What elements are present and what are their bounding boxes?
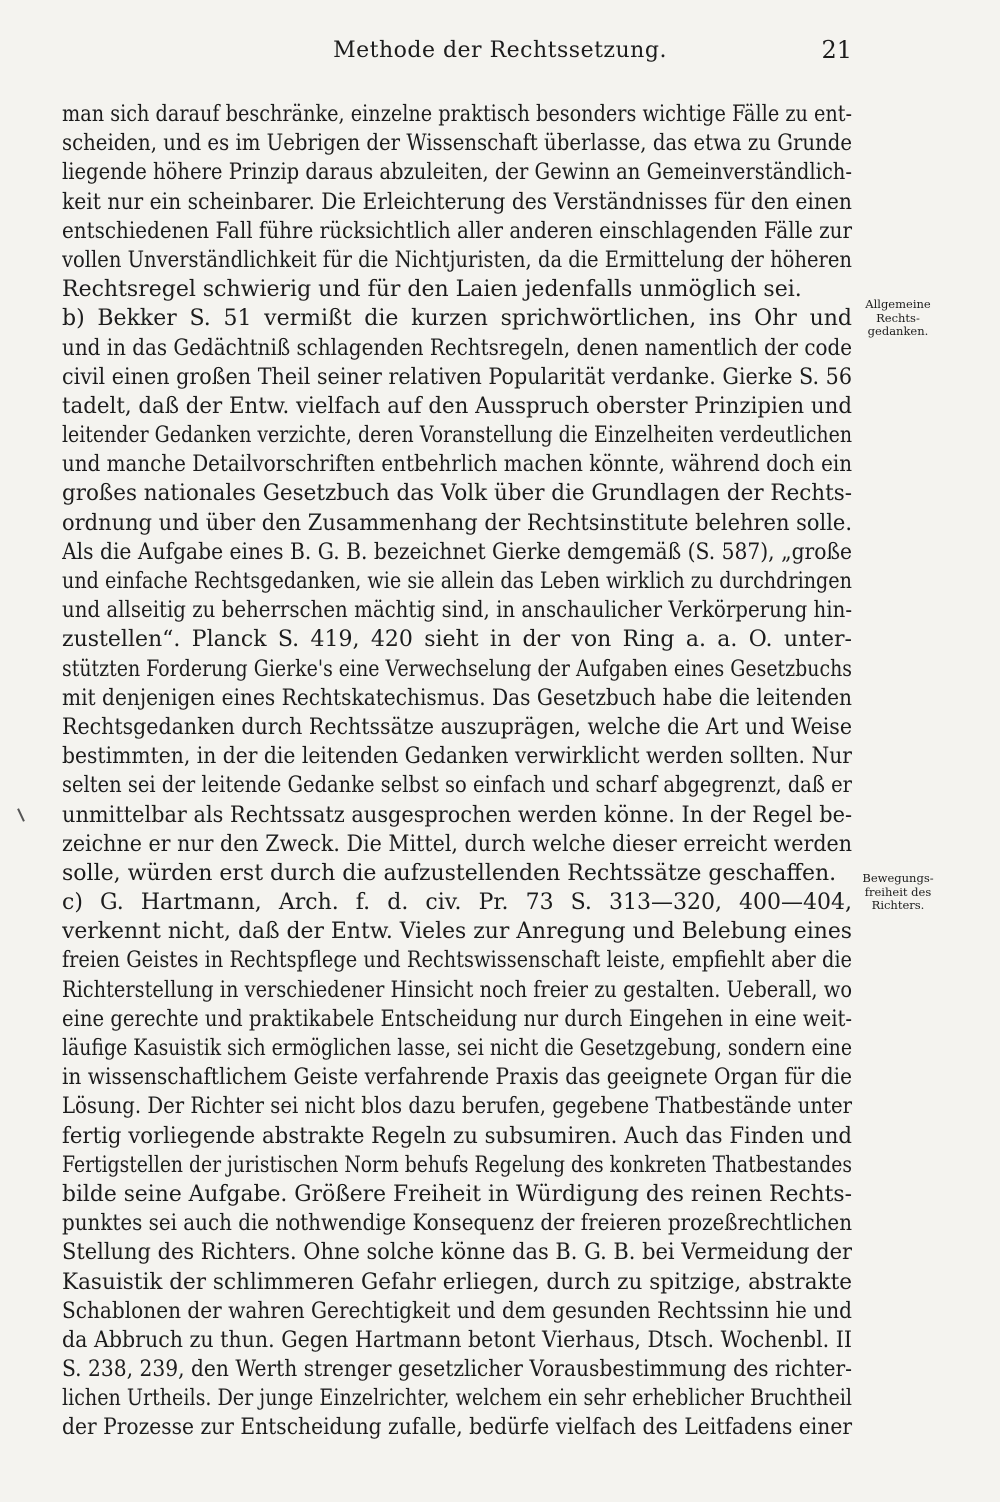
margin-note-line: Rechts- (876, 310, 920, 325)
text-line: und allseitig zu beherrschen mächtig sind, in anschaulicher Verkörperung hin- (62, 598, 852, 624)
text-line: Lösung. Der Richter sei nicht blos dazu berufen, gegebene Thatbestände unter (62, 1094, 852, 1120)
text-line: solle, würden erst durch die aufzustellenden Rechtssätze geschaffen. (62, 860, 837, 886)
text-line: tadelt, daß der Entw. vielfach auf den Ausspruch oberster Prinzipien und (62, 393, 852, 419)
text-line: Richterstellung in verschiedener Hinsicht noch freier zu gestalten. Ueberall, wo (62, 977, 852, 1003)
text-line: verkennt nicht, daß der Entw. Vieles zur Anregung und Belebung eines (62, 919, 852, 945)
text-line: bestimmten, in der die leitenden Gedanken verwirklicht werden sollten. Nur (62, 744, 852, 770)
text-line: läufige Kasuistik sich ermöglichen lasse, sei nicht die Gesetzgebung, sondern eine (62, 1036, 852, 1061)
text-line: keit nur ein scheinbarer. Die Erleichterung des Verständnisses für den einen (62, 189, 852, 215)
text-line: zeichne er nur den Zweck. Die Mittel, durch welche dieser erreicht werden (62, 831, 852, 857)
text-line: leitender Gedanken verzichte, deren Voranstellung die Einzelheiten verdeutlichen (62, 423, 852, 449)
text-line: fertig vorliegende abstrakte Regeln zu subsumiren. Auch das Finden und (62, 1123, 852, 1149)
text-line: stützten Forderung Gierke's eine Verwechselung der Aufgaben eines Gesetzbuchs (62, 656, 852, 682)
text-line: Stellung des Richters. Ohne solche könne das B. G. B. bei Vermeidung der (62, 1240, 852, 1266)
text-line: in wissenschaftlichem Geiste verfahrende Praxis das geeignete Organ für die (62, 1065, 852, 1091)
scan-mark (17, 808, 25, 822)
text-line: großes nationales Gesetzbuch das Volk über die Grundlagen der Rechts- (62, 481, 852, 507)
text-line: Schablonen der wahren Gerechtigkeit und dem gesunden Rechtssinn hie und (62, 1298, 852, 1324)
text-line: b) Bekker S. 51 vermißt die kurzen sprichwörtlichen, ins Ohr und (62, 306, 852, 332)
text-line: unmittelbar als Rechtssatz ausgesprochen werden könne. In der Regel be- (62, 802, 852, 828)
text-line: und manche Detailvorschriften entbehrlich machen könnte, während doch ein (62, 452, 852, 478)
text-line: der Prozesse zur Entscheidung zufalle, bedürfe vielfach des Leitfadens einer (62, 1415, 852, 1441)
text-line: zustellen“. Planck S. 419, 420 sieht in der von Ring a. a. O. unter- (62, 627, 852, 653)
text-line: S. 238, 239, den Werth strenger gesetzlicher Vorausbestimmung des richter- (62, 1357, 852, 1383)
margin-note-line: Allgemeine (865, 297, 931, 311)
margin-note-judicial-freedom (852, 872, 944, 913)
text-line: man sich darauf beschränke, einzelne praktisch besonders wichtige Fälle zu ent- (62, 102, 852, 127)
page-number: 21 (821, 36, 852, 64)
text-line: selten sei der leitende Gedanke selbst so einfach und scharf abgegrenzt, daß er (62, 773, 852, 799)
text-line: bilde seine Aufgabe. Größere Freiheit in Würdigung des reinen Rechts- (62, 1181, 852, 1207)
margin-note-line: Richters. (871, 898, 925, 912)
margin-note-line: Bewegungs- (862, 871, 934, 885)
text-line: und in das Gedächtniß schlagenden Rechtsregeln, denen namentlich der code (62, 335, 852, 361)
running-title: Methode der Rechtssetzung. (333, 38, 667, 63)
text-line: liegende höhere Prinzip daraus abzuleiten, der Gewinn an Gemeinverständlich- (62, 160, 852, 186)
text-line: Rechtsgedanken durch Rechtssätze auszuprägen, welche die Art und Weise (62, 714, 852, 740)
text-line: Als die Aufgabe eines B. G. B. bezeichnet Gierke demgemäß (S. 587), „große (62, 539, 852, 565)
margin-note-general-legal-ideas (852, 298, 944, 339)
text-line: entschiedenen Fall führe rücksichtlich aller anderen einschlagenden Fälle zur (62, 218, 852, 244)
text-line: freien Geistes in Rechtspflege und Rechtswissenschaft leiste, empfiehlt aber die (62, 948, 852, 974)
body-text (62, 100, 862, 1443)
text-line: lichen Urtheils. Der junge Einzelrichter, welchem ein sehr erheblicher Bruchtheil (62, 1386, 852, 1412)
text-line: civil einen großen Theil seiner relativen Popularität verdanke. Gierke S. 56 (62, 364, 852, 390)
margin-note-line: gedanken. (867, 324, 929, 338)
text-line: mit denjenigen eines Rechtskatechismus. Das Gesetzbuch habe die leitenden (62, 685, 852, 711)
text-line: ordnung und über den Zusammenhang der Rechtsinstitute belehren solle. (62, 510, 852, 536)
text-line: c) G. Hartmann, Arch. f. d. civ. Pr. 73 S. 313—320, 400—404, (62, 890, 852, 916)
text-line: Kasuistik der schlimmeren Gefahr erliegen, durch zu spitzige, abstrakte (62, 1269, 852, 1295)
text-line: Rechtsregel schwierig und für den Laien jedenfalls unmöglich sei. (62, 277, 802, 303)
text-line: und einfache Rechtsgedanken, wie sie allein das Leben wirklich zu durchdringen (62, 569, 852, 594)
text-line: eine gerechte und praktikabele Entscheidung nur durch Eingehen in eine weit- (62, 1006, 852, 1032)
margin-note-line: freiheit des (864, 884, 932, 899)
text-line: vollen Unverständlichkeit für die Nichtjuristen, da die Ermittelung der höheren (62, 247, 852, 273)
text-line: da Abbruch zu thun. Gegen Hartmann betont Vierhaus, Dtsch. Wochenbl. II (62, 1327, 852, 1353)
text-line: Fertigstellen der juristischen Norm behufs Regelung des konkreten Thatbestandes (62, 1152, 852, 1178)
text-line: punktes sei auch die nothwendige Konsequenz der freieren prozeßrechtlichen (62, 1211, 852, 1237)
text-line: scheiden, und es im Uebrigen der Wissenschaft überlasse, das etwa zu Grunde (62, 131, 852, 157)
